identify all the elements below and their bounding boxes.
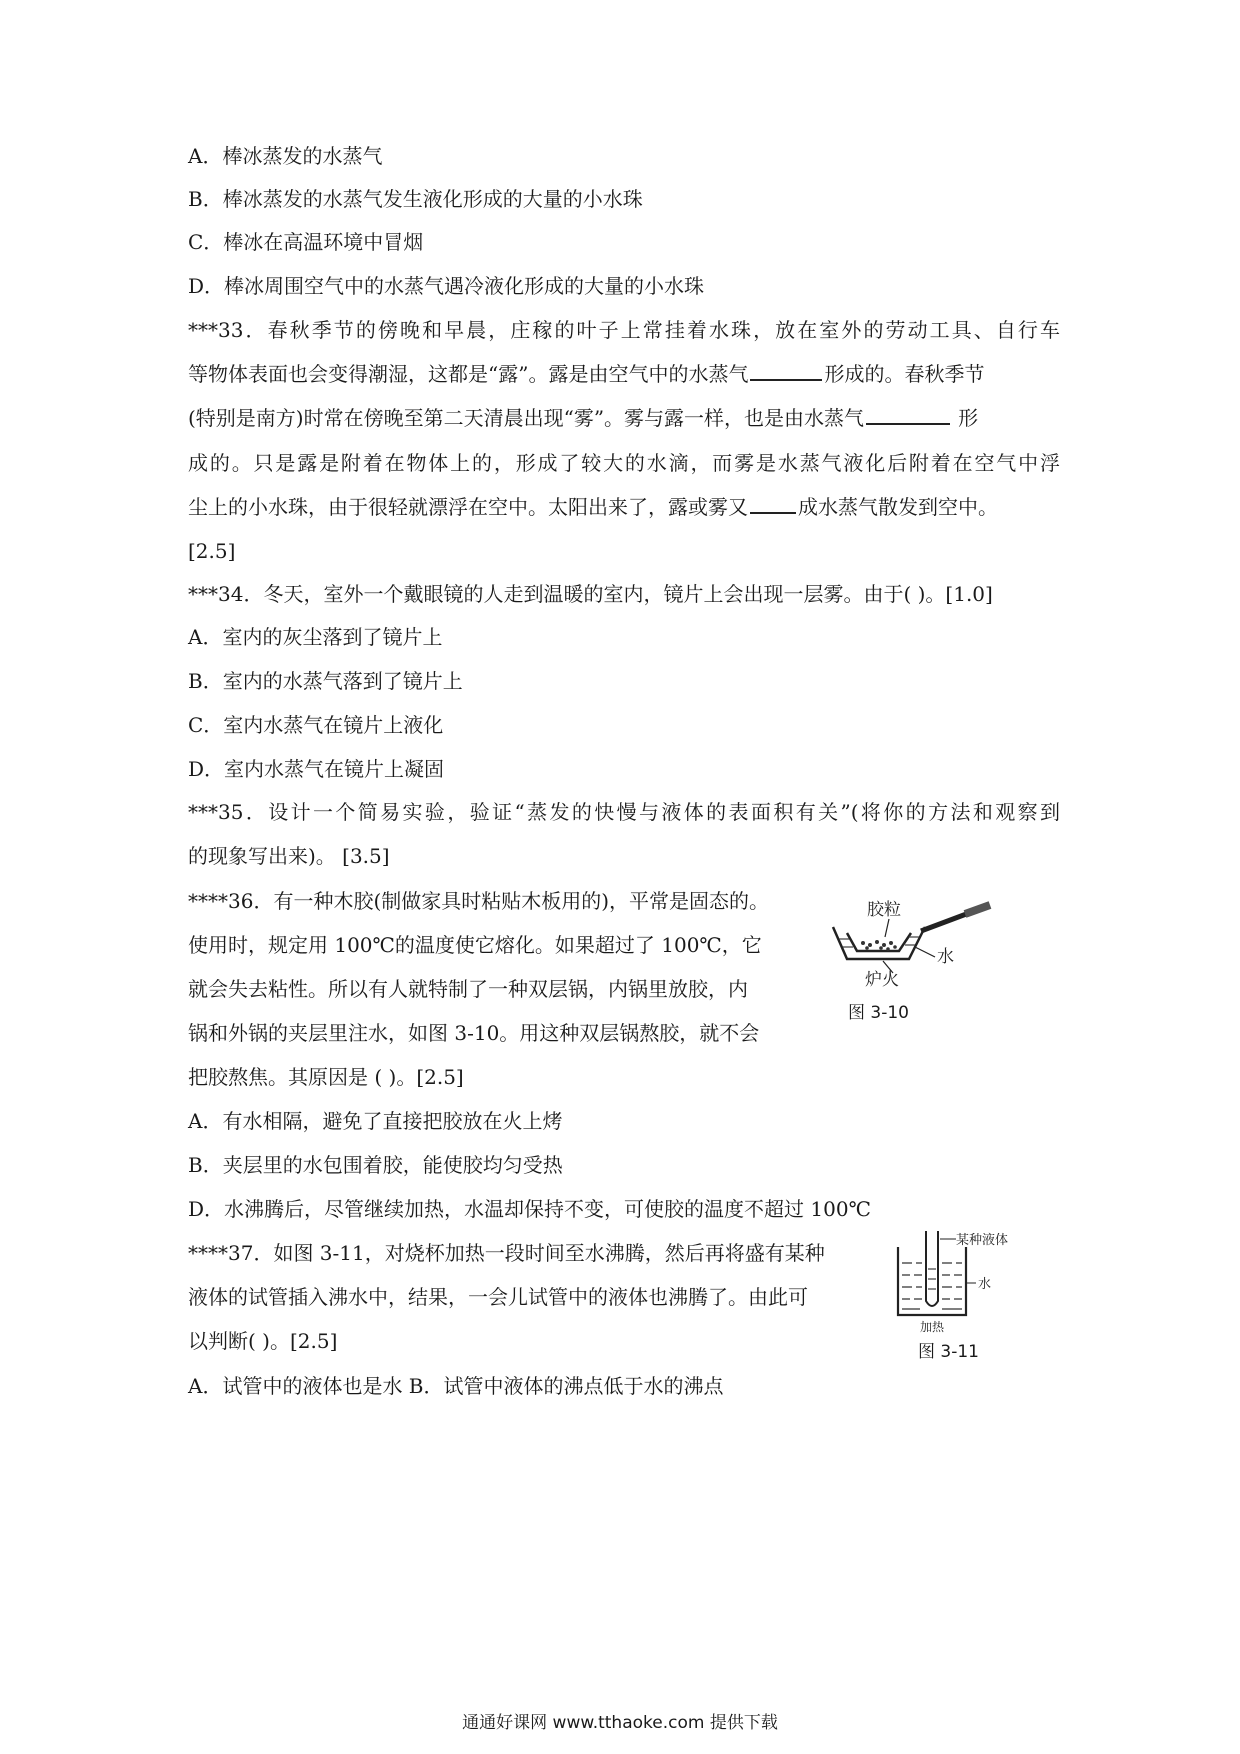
figure-label-water: 水 — [937, 947, 954, 967]
q33-text: 形成的。春秋季节 — [824, 362, 985, 386]
page-footer: 通通好课网 www.tthaoke.com 提供下载 — [462, 1713, 778, 1733]
beaker-water — [902, 1263, 962, 1309]
figure-label-heat: 加热 — [920, 1320, 945, 1334]
answer-blank — [750, 494, 796, 514]
q33-line-3 — [188, 404, 978, 432]
q37-line-2: 液体的试管插入沸水中，结果，一会儿试管中的液体也沸腾了。由此可 — [188, 1285, 808, 1309]
figure-label-glue: 胶粒 — [867, 900, 901, 920]
q32-option-c: C．棒冰在高温环境中冒烟 — [188, 230, 424, 254]
leader-line — [885, 919, 889, 937]
q34-option-b: B．室内的水蒸气落到了镜片上 — [188, 669, 463, 693]
q37-line-3: 以判断( )。[2.5] — [188, 1329, 338, 1353]
q34-option-c: C．室内水蒸气在镜片上液化 — [188, 713, 444, 737]
q36-option-b: B．夹层里的水包围着胶，能使胶均匀受热 — [188, 1153, 563, 1177]
test-tube-liquid — [928, 1269, 936, 1289]
figure-caption-3-10: 图 3-10 — [848, 1003, 909, 1023]
figure-label-liquid: 某种液体 — [956, 1233, 1009, 1248]
handle-grip — [965, 905, 990, 914]
q34-stem: ***34．冬天，室外一个戴眼镜的人走到温暖的室内，镜片上会出现一层雾。由于( )。[1.0] — [188, 582, 993, 606]
outer-pot-shape — [833, 927, 925, 959]
q34-option-a: A．室内的灰尘落到了镜片上 — [188, 625, 443, 649]
q36-line-3: 就会失去粘性。所以有人就特制了一种双层锅，内锅里放胶，内 — [188, 977, 748, 1001]
glue-granules — [861, 940, 897, 951]
q35-line-2: 的现象写出来)。 [3.5] — [188, 844, 390, 868]
q33-text: 成水蒸气散发到空中。 — [798, 495, 998, 519]
q36-line-4: 锅和外锅的夹层里注水，如图 3-10。用这种双层锅熬胶，就不会 — [188, 1021, 760, 1045]
q33-line-1: ***33．春秋季节的傍晚和早晨，庄稼的叶子上常挂着水珠，放在室外的劳动工具、自行车 — [188, 318, 1060, 342]
q33-score: [2.5] — [188, 539, 236, 563]
q33-text: 形 — [958, 406, 979, 430]
q33-text: 等物体表面也会变得潮湿，这都是“露”。露是由空气中的水蒸气 — [188, 362, 749, 386]
q32-option-a: A．棒冰蒸发的水蒸气 — [188, 144, 383, 168]
q36-option-d: D．水沸腾后，尽管继续加热，水温却保持不变，可使胶的温度不超过 100℃ — [188, 1197, 871, 1221]
q33-line-5 — [188, 493, 998, 521]
q35-line-1: ***35．设计一个简易实验，验证“蒸发的快慢与液体的表面积有关”(将你的方法和观察到 — [188, 800, 1060, 824]
double-boiler-figure — [825, 895, 1005, 995]
q36-line-1: ****36．有一种木胶(制做家具时粘贴木板用的)，平常是固态的。 — [188, 889, 770, 913]
q33-text: (特别是南方)时常在傍晚至第二天清晨出现“雾”。雾与露一样，也是由水蒸气 — [188, 406, 865, 430]
q36-option-a: A．有水相隔，避免了直接把胶放在火上烤 — [188, 1109, 563, 1133]
leader-line — [915, 947, 935, 957]
q32-option-d: D．棒冰周围空气中的水蒸气遇冷液化形成的大量的小水珠 — [188, 274, 705, 298]
q33-line-4: 成的。只是露是附着在物体上的，形成了较大的水滴，而雾是水蒸气液化后附着在空气中浮 — [188, 451, 1060, 475]
figure-caption-3-11: 图 3-11 — [918, 1342, 979, 1362]
q37-options: A．试管中的液体也是水 B．试管中液体的沸点低于水的沸点 — [188, 1374, 724, 1398]
figure-label-water: 水 — [978, 1277, 992, 1292]
q32-option-b: B．棒冰蒸发的水蒸气发生液化形成的大量的小水珠 — [188, 187, 643, 211]
test-tube-beaker-figure — [890, 1225, 1030, 1335]
q36-line-5: 把胶熬焦。其原因是 ( )。[2.5] — [188, 1065, 464, 1089]
q33-text: 尘上的小水珠，由于很轻就漂浮在空中。太阳出来了，露或雾又 — [188, 495, 748, 519]
q34-option-d: D．室内水蒸气在镜片上凝固 — [188, 757, 445, 781]
beaker-shape — [898, 1247, 966, 1315]
figure-label-fire: 炉火 — [865, 970, 899, 990]
q37-line-1: ****37．如图 3-11，对烧杯加热一段时间至水沸腾，然后再将盛有某种 — [188, 1241, 825, 1265]
q36-line-2: 使用时，规定用 100℃的温度使它熔化。如果超过了 100℃，它 — [188, 933, 762, 957]
q33-line-2 — [188, 360, 984, 388]
answer-blank — [866, 405, 950, 425]
answer-blank — [750, 361, 822, 381]
